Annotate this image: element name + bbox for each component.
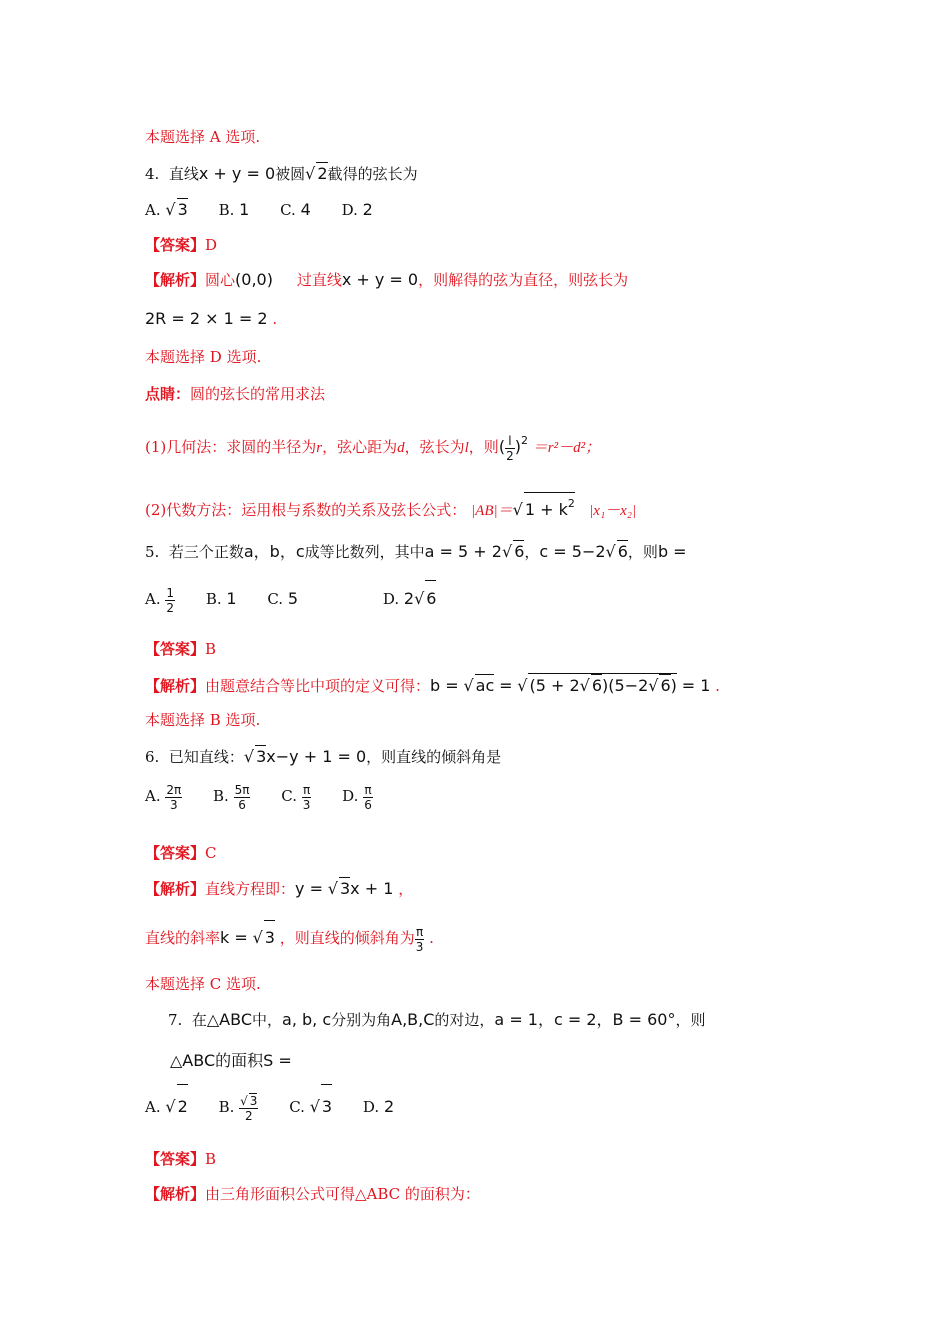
q4-option-d <box>342 199 373 221</box>
q5-text: ，则 <box>627 543 658 561</box>
q6-answer <box>145 842 217 864</box>
tip-text: (1)几何法：求圆的半径为 <box>145 438 317 456</box>
tip-fraction <box>505 434 515 463</box>
option-fraction <box>363 783 373 812</box>
tip-exponent: 2 <box>520 434 528 447</box>
q4-rad: 2 <box>317 164 328 183</box>
option-value: 3 <box>177 200 188 219</box>
tip-text: ，则 <box>468 438 499 456</box>
tip-text: |AB|＝ <box>471 503 513 519</box>
analysis-rad-group <box>528 673 676 697</box>
analysis-math: )(5−2 <box>602 676 649 695</box>
q5-math: 6 <box>514 542 525 561</box>
answer-value: C <box>205 844 217 862</box>
tip-method-1 <box>145 430 600 463</box>
tip-rad-exp: 2 <box>567 497 575 510</box>
q4-analysis-calc <box>145 308 277 330</box>
q7-option-a <box>145 1084 188 1129</box>
sqrt-icon: √ <box>512 500 523 519</box>
tip-title: 圆的弦长的常用求法 <box>190 385 326 403</box>
analysis-text: ，则解得的弦为直径，则弦长为 <box>418 271 629 289</box>
option-value: 2 <box>403 589 415 608</box>
paren-close: ) <box>514 437 521 456</box>
q5-text: 若三个正数 <box>168 543 244 561</box>
tip-heading <box>145 383 325 405</box>
q5-option-c <box>267 581 298 617</box>
q4-option-b <box>219 199 250 221</box>
option-label: D. <box>341 201 358 219</box>
q7-option-b <box>219 1085 259 1129</box>
q6-text: ，则直线的倾斜角是 <box>366 748 502 766</box>
sqrt-icon: √ <box>648 676 659 695</box>
analysis-math: = <box>499 676 513 695</box>
answer-tag: 【答案】 <box>145 640 206 658</box>
q6-text: 已知直线： <box>168 748 244 766</box>
frac-num <box>239 1093 258 1109</box>
answer-value: D <box>205 236 218 254</box>
sqrt-icon: √ <box>243 747 255 766</box>
frac-den: 3 <box>415 939 424 954</box>
analysis-dot: . <box>272 310 278 328</box>
analysis-math: (0,0) <box>235 270 273 289</box>
option-value: 4 <box>300 200 311 219</box>
frac-den: 2 <box>506 448 514 463</box>
tip-text: (2)代数方法：运用根与系数的关系及弦长公式： <box>145 501 467 519</box>
q5-answer <box>145 638 216 660</box>
q7-text: 在 <box>191 1011 207 1029</box>
frac-num: π <box>364 782 372 797</box>
q6-choose: 本题选择 C 选项. <box>145 975 261 993</box>
q5-text: ， <box>524 543 540 561</box>
analysis-math: (5 + 2 <box>529 676 580 695</box>
option-value: 3 <box>321 1084 332 1129</box>
frac-num: 2π <box>166 782 182 797</box>
q5-option-b <box>206 581 237 617</box>
q7-stem-2: △ABC的面积S = <box>170 1051 292 1070</box>
option-label: C. <box>281 787 297 805</box>
frac-den: 3 <box>170 797 178 812</box>
option-value: 1 <box>226 589 237 608</box>
q5-text: 成等比数列，其中 <box>304 543 425 561</box>
option-label: B. <box>205 590 222 608</box>
q6-math: 3 <box>256 747 267 766</box>
option-label: C. <box>280 201 296 219</box>
sqrt-icon: √ <box>517 676 528 695</box>
q7-analysis <box>145 1183 480 1205</box>
frac-den: 2 <box>166 600 175 615</box>
q7-options <box>145 1084 420 1129</box>
q4-number: 4. <box>145 165 160 183</box>
q7-text: 分别为角 <box>331 1011 392 1029</box>
option-label: C. <box>267 590 284 608</box>
option-label: D. <box>342 787 359 805</box>
answer-tag: 【答案】 <box>145 236 206 254</box>
q5-stem <box>145 540 687 563</box>
q7-math: A,B,C <box>391 1010 435 1029</box>
sqrt-icon: √ <box>240 1094 248 1108</box>
sqrt-icon: √ <box>252 928 263 947</box>
q5-options <box>145 580 462 617</box>
analysis-math: ) <box>670 676 677 695</box>
answer-value: B <box>205 640 217 658</box>
analysis-math: k = <box>220 928 248 947</box>
analysis-fraction <box>415 925 425 954</box>
sqrt-icon: √ <box>414 589 425 608</box>
analysis-math: 6 <box>591 676 603 695</box>
analysis-math: x + 1 <box>350 879 394 898</box>
answer-tag: 【答案】 <box>145 844 206 862</box>
analysis-math: 3 <box>339 879 351 898</box>
q5-choose: 本题选择 B 选项. <box>145 711 261 729</box>
option-fraction <box>165 586 175 615</box>
q4-text2: 被圆 <box>275 165 306 183</box>
q7-answer <box>145 1148 216 1170</box>
analysis-text: 由三角形面积公式可得△ABC 的面积为： <box>205 1185 480 1203</box>
choose-a-line: 本题选择 A 选项. <box>145 128 261 146</box>
q6-math: x−y + 1 = 0 <box>266 747 367 766</box>
q6-option-a <box>145 778 182 814</box>
q7-math: a = 1，c = 2，B = 60° <box>494 1010 676 1029</box>
sqrt-icon: √ <box>165 1097 176 1116</box>
q5-option-d <box>383 580 437 617</box>
option-label: B. <box>218 201 235 219</box>
q4-answer <box>145 234 217 256</box>
option-label: D. <box>362 1098 380 1116</box>
analysis-text: 过直线 <box>296 271 342 289</box>
option-fraction <box>234 783 251 812</box>
q7-option-d <box>363 1085 394 1129</box>
q5-math: 6 <box>617 542 628 561</box>
frac-num-rad: 3 <box>249 1094 258 1108</box>
q4-options <box>145 198 399 221</box>
tip-var: r <box>316 440 323 456</box>
analysis-math: x + y = 0 <box>341 270 419 289</box>
sqrt-icon: √ <box>605 542 616 561</box>
q7-number: 7. <box>168 1011 183 1029</box>
sqrt-icon: √ <box>165 200 176 219</box>
analysis-math: b = <box>430 676 459 695</box>
option-label: A. <box>145 787 161 805</box>
option-label: C. <box>289 1098 305 1116</box>
option-fraction <box>165 783 182 812</box>
frac-num: 5π <box>234 782 250 797</box>
option-value: 5 <box>287 589 299 608</box>
analysis-math: 2R = 2 × 1 = 2 <box>145 309 268 328</box>
q5-math: a = 5 + 2 <box>424 542 502 561</box>
tip-tag: 点睛： <box>145 385 191 403</box>
option-label: B. <box>213 787 229 805</box>
option-value: 2 <box>383 1097 395 1116</box>
tip-rad <box>524 492 575 521</box>
q4-stem <box>145 162 418 185</box>
sqrt-icon: √ <box>463 676 474 695</box>
tip-text: ，弦心距为 <box>322 438 398 456</box>
option-value: 2 <box>362 200 373 219</box>
q5-math: b = <box>657 542 687 561</box>
q5-option-a <box>145 581 175 617</box>
q7-math: △ABC <box>206 1010 252 1029</box>
q4-eq: x + y = 0 <box>198 164 276 183</box>
q7-math: a, b, c <box>282 1010 332 1029</box>
analysis-math: ac <box>475 676 495 695</box>
analysis-math: 3 <box>264 920 275 955</box>
q5-math: a，b，c <box>243 542 305 561</box>
analysis-math: y = <box>295 879 323 898</box>
q7-text: 中， <box>252 1011 283 1029</box>
q7-stem <box>168 1009 705 1031</box>
tip-rad-text: 1 + k <box>524 500 568 519</box>
q6-option-b <box>213 778 250 814</box>
sqrt-icon: √ <box>501 542 513 561</box>
analysis-math: 6 <box>660 676 671 695</box>
q6-stem <box>145 745 501 768</box>
analysis-text: ， <box>398 880 414 898</box>
analysis-text: 由题意结合等比中项的定义可得： <box>205 677 431 695</box>
q5-number: 5. <box>145 543 160 561</box>
sqrt-icon: √ <box>309 1097 320 1116</box>
tip-text: ＝r²－d²； <box>532 440 601 456</box>
analysis-tag: 【解析】 <box>145 1185 206 1203</box>
sqrt-icon: √ <box>327 879 338 898</box>
q7-text: 的对边， <box>434 1011 495 1029</box>
frac-den: 2 <box>244 1109 253 1123</box>
option-label: D. <box>382 590 400 608</box>
q6-analysis <box>145 877 413 900</box>
paren-open: ( <box>498 437 506 456</box>
option-label: A. <box>145 1098 161 1116</box>
analysis-dot: . <box>715 677 720 695</box>
analysis-math: = 1 <box>681 676 711 695</box>
sqrt-icon: √ <box>579 676 590 695</box>
q4-choose: 本题选择 D 选项. <box>145 348 262 366</box>
option-label: A. <box>145 201 161 219</box>
q7-text: ，则 <box>675 1011 706 1029</box>
frac-num: 1 <box>166 585 175 600</box>
analysis-text: 直线方程即： <box>205 880 296 898</box>
option-label: B. <box>218 1098 235 1116</box>
option-value: 1 <box>239 200 250 219</box>
analysis-tag: 【解析】 <box>145 677 206 695</box>
analysis-dot: . <box>429 929 434 947</box>
sqrt-icon: √ <box>305 164 316 183</box>
answer-tag: 【答案】 <box>145 1150 206 1168</box>
tip-var: d <box>397 440 405 456</box>
option-label: A. <box>145 590 161 608</box>
tip-method-2 <box>145 492 636 522</box>
frac-den: 6 <box>364 797 372 812</box>
option-fraction <box>239 1093 258 1123</box>
q6-option-d <box>342 778 373 814</box>
q6-analysis-2 <box>145 920 434 955</box>
tip-text: ，弦长为 <box>404 438 465 456</box>
q4-text1: 直线 <box>168 165 199 183</box>
tip-text: |x₁－x₂| <box>589 503 637 519</box>
q4-analysis <box>145 269 628 291</box>
option-value: 2 <box>177 1084 188 1129</box>
q6-number: 6. <box>145 748 160 766</box>
analysis-text: 圆心 <box>205 271 236 289</box>
q6-option-c <box>281 778 311 814</box>
frac-num: l <box>505 434 515 449</box>
q4-option-a <box>145 198 188 221</box>
q5-analysis <box>145 673 720 697</box>
q7-option-c <box>289 1084 332 1129</box>
analysis-tag: 【解析】 <box>145 880 206 898</box>
frac-num: π <box>302 782 311 797</box>
frac-num: π <box>415 924 424 939</box>
q4-option-c <box>280 199 311 221</box>
tip-var: l <box>464 440 469 456</box>
frac-den: 6 <box>238 797 246 812</box>
analysis-text: 直线的斜率 <box>145 929 221 947</box>
answer-value: B <box>205 1150 217 1168</box>
frac-den: 3 <box>302 797 311 812</box>
q4-text3: 截得的弦长为 <box>327 165 418 183</box>
option-fraction <box>302 783 312 812</box>
option-value: 6 <box>425 580 436 617</box>
analysis-tag: 【解析】 <box>145 271 206 289</box>
q6-options <box>145 778 399 814</box>
q5-math: c = 5−2 <box>539 542 606 561</box>
analysis-text: ，则直线的倾斜角为 <box>279 929 415 947</box>
